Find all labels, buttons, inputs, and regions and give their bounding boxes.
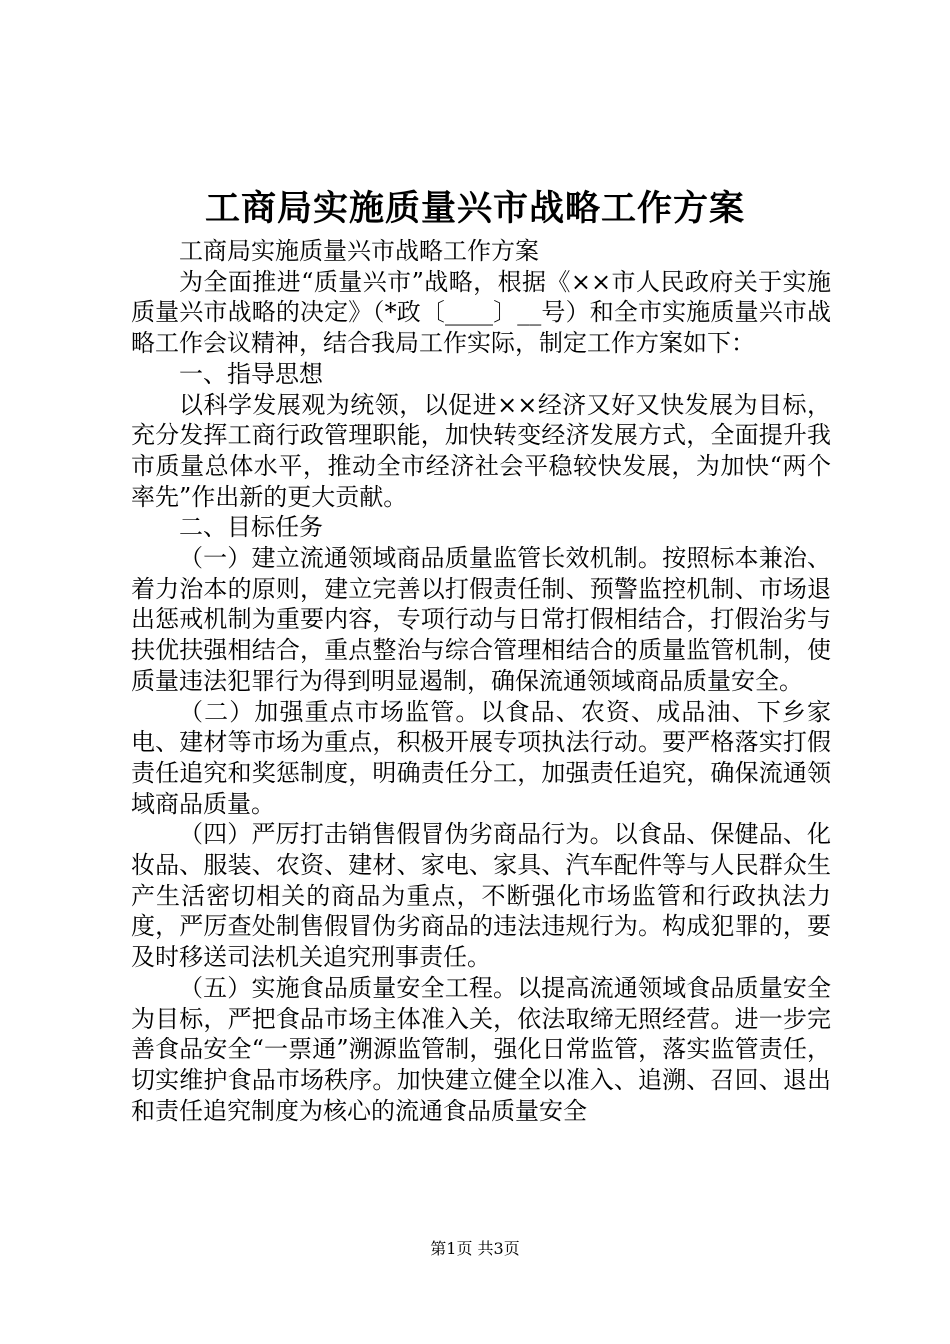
paragraph-item-2: （二）加强重点市场监管。以食品、农资、成品油、下乡家电、建材等市场为重点，积极开展专项执法行动。要严格落实打假责任追究和奖惩制度，明确责任分工，加强责任追究，确保流通领域商品质量。 <box>131 697 831 818</box>
paragraph-guiding-thought: 以科学发展观为统领，以促进××经济又好又快发展为目标，充分发挥工商行政管理职能，加快转变经济发展方式，全面提升我市质量总体水平，推动全市经济社会平稳较快发展，为加快“两个率先”作出新的更大贡献。 <box>131 390 831 511</box>
paragraph-item-5: （五）实施食品质量安全工程。以提高流通领域食品质量安全为目标，严把食品市场主体准入关，依法取缔无照经营。进一步完善食品安全“一票通”溯源监管制，强化日常监管，落实监管责任，切实维护食品市场秩序。加快建立健全以准入、追溯、召回、退出和责任追究制度为核心的流通食品质量安全 <box>131 973 831 1125</box>
paragraph-subtitle: 工商局实施质量兴市战略工作方案 <box>179 237 539 265</box>
section-heading-goals: 二、目标任务 <box>179 513 323 542</box>
page-number-footer: 第1页 共3页 <box>430 1239 520 1258</box>
paragraph-item-1: （一）建立流通领域商品质量监管长效机制。按照标本兼治、着力治本的原则，建立完善以打假责任制、预警监控机制、市场退出惩戒机制为重要内容，专项行动与日常打假相结合，打假治劣与扶优扶强相结合，重点整治与综合管理相结合的质量监管机制，使质量违法犯罪行为得到明显遏制，确保流通领域商品质量安全。 <box>131 544 831 695</box>
paragraph-intro: 为全面推进“质量兴市”战略，根据《××市人民政府关于实施质量兴市战略的决定》（*政〔____〕__号）和全市实施质量兴市战略工作会议精神，结合我局工作实际，制定工作方案如下： <box>131 267 831 358</box>
paragraph-item-4: （四）严厉打击销售假冒伪劣商品行为。以食品、保健品、化妆品、服装、农资、建材、家电、家具、汽车配件等与人民群众生产生活密切相关的商品为重点，不断强化市场监管和行政执法力度，严厉查处制售假冒伪劣商品的违法违规行为。构成犯罪的，要及时移送司法机关追究刑事责任。 <box>131 820 831 972</box>
document-body <box>131 236 831 1126</box>
section-heading-guiding-thought: 一、指导思想 <box>179 359 323 388</box>
document-title: 工商局实施质量兴市战略工作方案 <box>204 188 745 229</box>
